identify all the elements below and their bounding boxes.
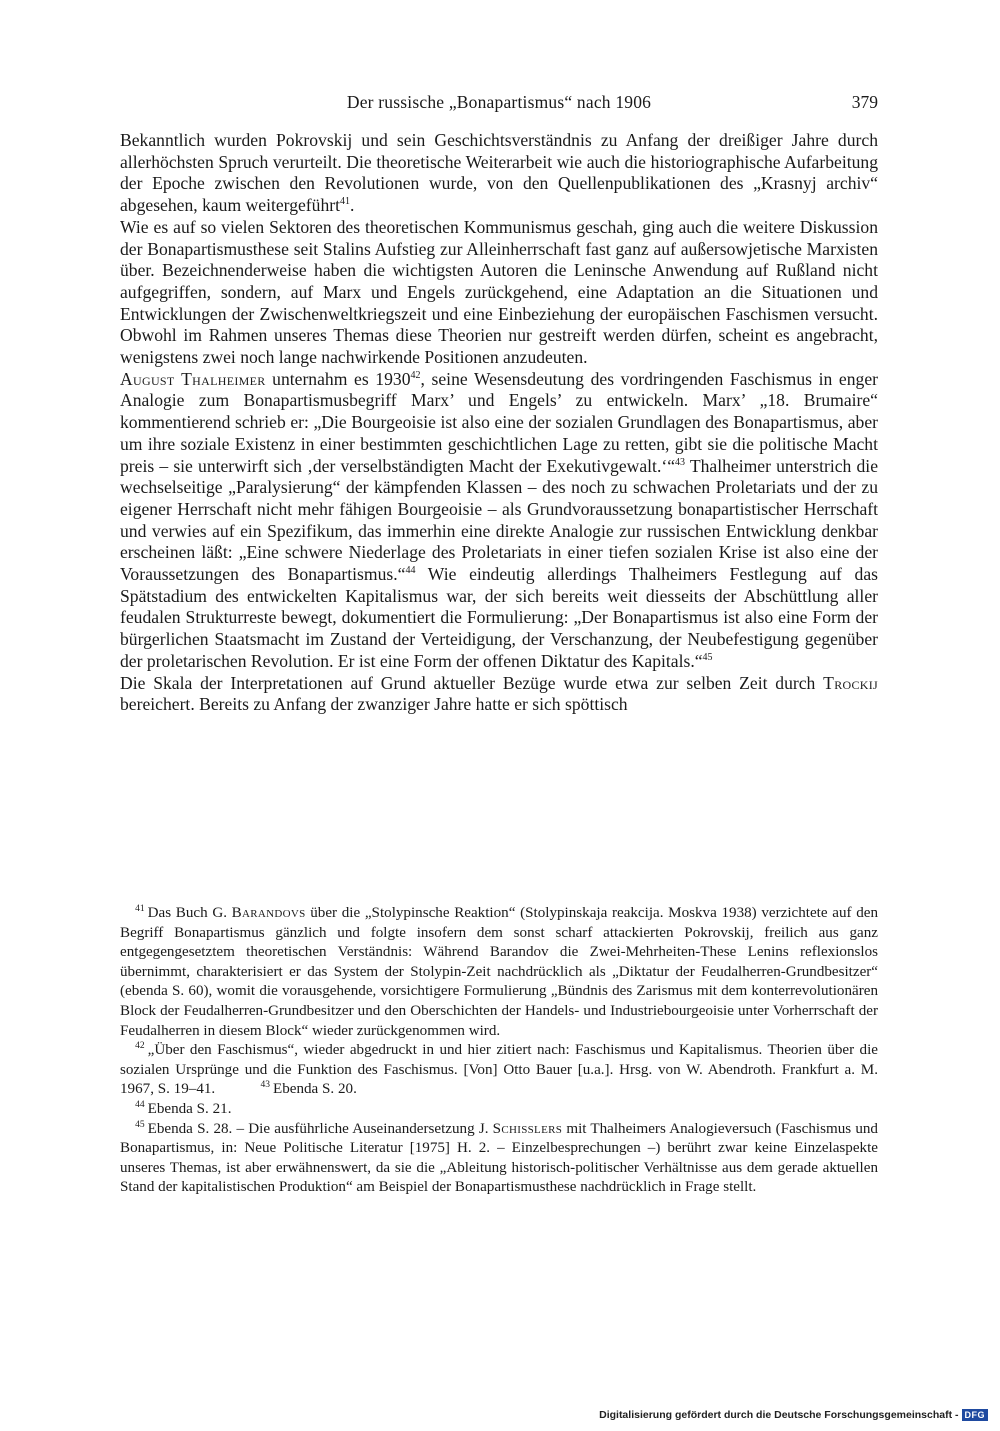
footnote-45 <box>120 1120 878 1198</box>
paragraph-3-text-b: , seine Wesensdeutung des vordringenden Faschismus in enger Analogie zum Bonapartismusbegriff Marx’ und Engels’ zu entwickeln. Marx’ „18. Brumaire“ kommentierend schrieb er: „Die Bourgeoisie ist also eine der sozialen Grundlagen des Bonapartismus, aber um ihre soziale Existenz in einer bestimmten geschichtlichen Lage zu retten, gibt sie die politische Macht preis – sie unterwirft sich ‚der verselbständigten Macht der Exekutivgewalt.‘“ <box>120 368 879 476</box>
footnote-number: 45 <box>135 1119 145 1130</box>
paragraph-3-text-a: unternahm es 1930 <box>265 368 411 389</box>
paragraph-3 <box>120 369 878 673</box>
author-name-trockij: Trockij <box>823 672 878 693</box>
footnote-number: 41 <box>135 904 145 914</box>
credit-text: Digitalisierung gefördert durch die Deutsche Forschungsgemeinschaft - <box>599 1409 959 1421</box>
running-title: Der russische „Bonapartismus“ nach 1906 <box>346 92 652 112</box>
footnote-41-text-b: über die „Stolypinsche Reaktion“ (Stolypinskaja reakcija. Moskva 1938) verzichtete auf den Begriff Bonapartismus gänzlich und folgte insofern dem sonst scharf attackierten Pokrovskij, freilich aus ganz entgegengesetztem theoretischen Verständnis: Während Barandov die Zwei-Mehrheiten-These Lenins reflexionslos übernimmt, charakterisiert er das System der Stolypin-Zeit nachdrücklich als „Diktatur der Feudalherren-Grundbesitzer“ (ebenda S. 60), womit die vorausgehende, vorsichtigere Formulierung „Bündnis des Zarismus mit dem konterrevolutionären Block der Feudalherren-Grundbesitzer und den Oberschichten der Handels- und Industriebourgeoisie unter Vorherrschaft der Feudalherren in diesem Block“ wieder zurückgenommen wird. <box>120 905 878 1039</box>
footnote-42-text: „Über den Faschismus“, wieder abgedruckt in und hier zitiert nach: Faschismus und Kapitalismus. Theorien über die sozialen Ursprünge und die Funktion des Faschismus. [Von] Otto Bauer [u.a.]. Hrsg. von W. Abendroth. Frankfurt a. M. 1967, S. 19–41. <box>120 1042 878 1098</box>
footnote-41 <box>120 904 878 1041</box>
paragraph-4 <box>120 673 878 716</box>
digitization-credit <box>599 1409 988 1421</box>
main-text <box>120 130 878 716</box>
footnote-45-text-a: Ebenda S. 28. – Die ausführliche Auseinandersetzung J. <box>147 1120 493 1137</box>
footnote-ref-45[interactable]: 45 <box>702 651 713 663</box>
page-number: 379 <box>851 92 878 112</box>
footnotes <box>120 904 878 1198</box>
author-name-thalheimer: August Thalheimer <box>120 368 266 389</box>
footnote-44 <box>120 1100 878 1120</box>
paragraph-3-text-d: Wie eindeutig allerdings Thalheimers Festlegung auf das Spätstadium des entwickelten Kapitalismus war, der sich bereits weit diesseits der Abschüttlung aller feudalen Strukturreste bewegt, dokumentiert die Formulierung: „Der Bonapartismus ist also eine Form der bürgerlichen Staatsmacht im Zustand der Verteidigung, der Verschanzung, der Neubefestigung gegenüber der proletarischen Revolution. Er ist eine Form der offenen Diktatur des Kapitals.“ <box>120 564 879 671</box>
paragraph-1 <box>120 130 878 217</box>
footnote-ref-41[interactable]: 41 <box>340 196 350 208</box>
footnote-41-text-a: Das Buch G. <box>147 905 232 921</box>
footnote-number: 44 <box>135 1099 145 1110</box>
footnote-number: 42 <box>135 1041 145 1052</box>
paragraph-2: Wie es auf so vielen Sektoren des theoretischen Kommunismus geschah, ging auch die weitere Diskussion der Bonapartismusthese seit Stalins Aufstieg zur Alleinherrschaft fast ganz auf außersowjetische Marxisten über. Bezeichnenderweise haben die wichtigsten Autoren die Leninsche Anwendung auf Rußland nicht aufgegriffen, sondern, auf Marx und Engels zurückgehend, eine Adaptation an die Situationen und Entwicklungen der Zwischenweltkriegszeit und eine Einbeziehung der europäischen Faschismen versucht. Obwohl im Rahmen unseres Themas diese Theorien nur gestreift werden dürfen, scheint es angebracht, wenigstens zwei noch lange nachwirkende Positionen anzudeuten. <box>120 216 878 368</box>
footnote-43-text: Ebenda S. 20. <box>273 1081 357 1098</box>
paragraph-1-text: Bekanntlich wurden Pokrovskij und sein Geschichtsverständnis zu Anfang der dreißiger Jahre durch allerhöchsten Spruch verurteilt. Die theoretische Weiterarbeit wie auch die historiographische Aufarbeitung der Epoche zwischen den Revolutionen wurde, von den Quellenpublikationen des „Krasnyj archiv“ abgesehen, kaum weitergeführt <box>120 130 878 216</box>
author-name-barandov: Barandovs <box>231 905 306 921</box>
paragraph-4-text-b: bereichert. Bereits zu Anfang der zwanziger Jahre hatte er sich spöttisch <box>120 694 628 715</box>
footnote-ref-44[interactable]: 44 <box>405 565 416 577</box>
page-header <box>120 92 878 118</box>
dfg-logo-icon: DFG <box>962 1409 989 1421</box>
paragraph-3-text-c: Thalheimer unterstrich die wechselseitige „Paralysierung“ der kämpfenden Klassen – des noch zu schwachen Proletariats und der zu eigener Herrschaft nicht mehr fähigen Bourgeoisie – als Grundvoraussetzung bonapartistischer Herrschaft und verwies auf ein Spezifikum, das immerhin eine direkte Analogie zur russischen Entwicklung denkbar erscheinen läßt: „Eine schwere Niederlage des Proletariats in einer tiefen sozialen Krise ist also eine der Voraussetzungen des Bonapartismus.“ <box>120 455 878 585</box>
footnote-44-text: Ebenda S. 21. <box>147 1100 232 1117</box>
footnote-45-text-b: mit Thalheimers Analogieversuch (Faschismus und Bonapartismus, in: Neue Politische Literatur [1975] H. 2. – Einzelbesprechungen –) berührt zwar keine Einzelaspekte unseres Themas, ist aber erwähnenswert, da sie die „Ableitung historisch-politischer Verhältnisse aus dem gerade aktuellen Stand der kapitalistischen Produktion“ am Beispiel der Bonapartismusthese nachdrücklich in Frage stellt. <box>120 1120 878 1196</box>
paragraph-4-text-a: Die Skala der Interpretationen auf Grund aktueller Bezüge wurde etwa zur selben Zeit durch <box>120 672 824 693</box>
author-name-schissler: Schisslers <box>492 1120 563 1137</box>
paragraph-1-end: . <box>350 195 355 216</box>
footnote-ref-43[interactable]: 43 <box>675 456 686 468</box>
footnote-ref-42[interactable]: 42 <box>410 369 421 381</box>
footnote-number: 43 <box>260 1080 270 1091</box>
footnote-42 <box>120 1041 878 1100</box>
